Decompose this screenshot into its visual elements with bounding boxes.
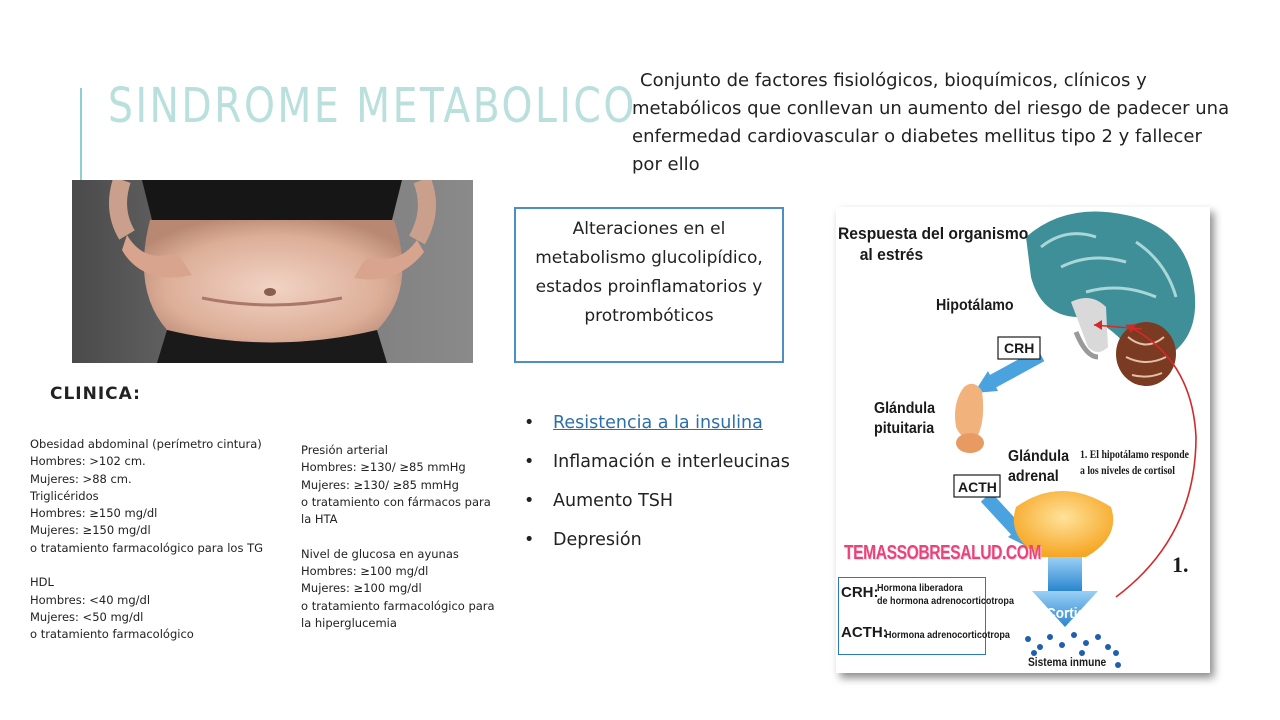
alterations-box: Alteraciones en el metabolismo glucolipídico, estados proinflamatorios y protrombóticos: [514, 207, 784, 363]
adrenal-label: Glándula adrenal: [1008, 448, 1070, 485]
pituitary-label: Glándula pituitaria: [874, 400, 936, 437]
bullet-item[interactable]: [524, 404, 790, 443]
bullet-list: [524, 404, 790, 560]
watermark-brand: TEMASSOBRESALUD.COM: [844, 542, 1042, 564]
legend-key: ACTH:: [841, 624, 888, 641]
criteria-left: Obesidad abdominal (perímetro cintura) Hombres: >102 cm. Mujeres: >88 cm. Triglicéridos Hombres: ≥150 mg/dl Mujeres: ≥150 mg/dl o tratamiento farmacológico para los TG HDL Hombres: <40 mg/dl Mujeres: <50 mg/dl o tratamiento farmacológico: [30, 437, 264, 642]
crh-label: CRH: [1004, 340, 1035, 356]
legend-box: [838, 577, 1014, 655]
legend-value: Hormona adrenocorticotropa: [885, 629, 1010, 641]
acth-label: ACTH: [958, 479, 997, 495]
legend-key: CRH:: [841, 584, 879, 601]
feedback-note: 1. El hipotálamo responde a los niveles de cortisol: [1080, 449, 1189, 477]
legend-value: Hormona liberadora de hormona adrenocorticotropa: [877, 582, 1014, 607]
immune-system-label: Sistema inmune: [1028, 655, 1107, 669]
hypothalamus-label: Hipotálamo: [936, 297, 1014, 314]
stress-figure-title: Respuesta del organismo al estrés: [838, 224, 1029, 264]
step-number: 1.: [1172, 552, 1189, 577]
title-accent-line: [80, 88, 82, 182]
criteria-right: Presión arterial Hombres: ≥130/ ≥85 mmHg Mujeres: ≥130/ ≥85 mmHg o tratamiento con fármacos para la HTA Nivel de glucosa en ayunas Hombres: ≥100 mg/dl Mujeres: ≥100 mg/dl o tratamiento farmacológico para la hiperglucemia: [301, 443, 495, 630]
bullet-item: • Depresión: [524, 521, 790, 560]
abdominal-obesity-photo: [72, 180, 473, 363]
bullet-item: • Aumento TSH: [524, 482, 790, 521]
definition-text: Conjunto de factores fisiológicos, bioquímicos, clínicos y metabólicos que conllevan un aumento del riesgo de padecer una enfermedad cardiovascular o diabetes mellitus tipo 2 y fallecer por ello: [632, 70, 1230, 175]
slide-title: SINDROME METABOLICO: [108, 78, 637, 134]
insulin-resistance-link[interactable]: Resistencia a la insulina: [553, 413, 763, 433]
cortisol-label: Cortisol: [1046, 605, 1098, 622]
clinica-heading: CLINICA:: [50, 384, 141, 404]
stress-response-figure: [836, 207, 1210, 673]
bullet-item: • Inflamación e interleucinas: [524, 443, 790, 482]
